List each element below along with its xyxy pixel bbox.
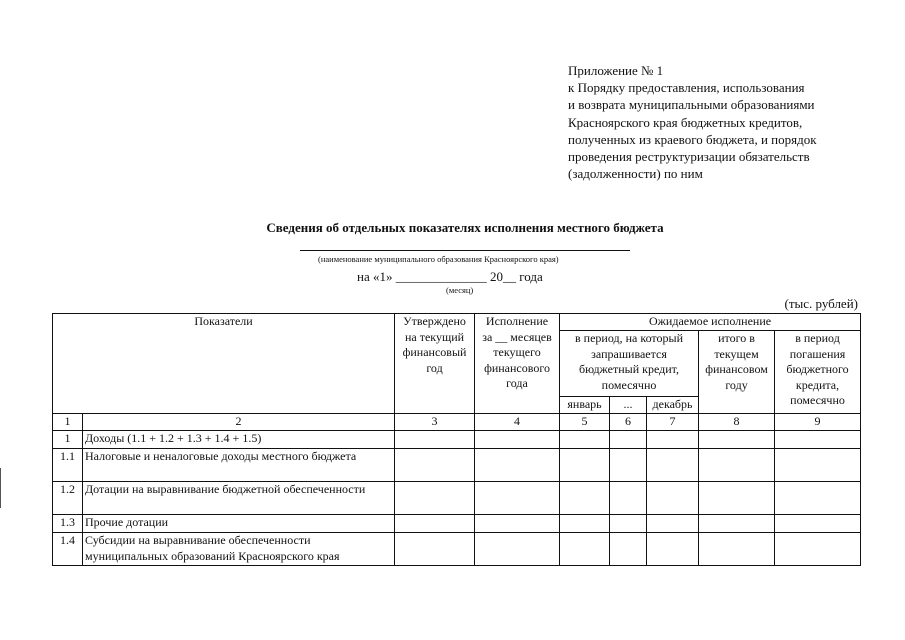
cell-december (647, 482, 699, 515)
header-expected: Ожидаемое исполнение (560, 314, 861, 331)
cell-approved (395, 533, 475, 566)
cell-approved (395, 449, 475, 482)
cell-december (647, 431, 699, 449)
cell-repayment (775, 482, 861, 515)
cell-approved (395, 482, 475, 515)
table-row (53, 515, 861, 533)
column-number: 9 (775, 414, 861, 431)
header-period: в период, на который запрашивается бюджетный кредит, помесячно (560, 331, 699, 397)
cell-repayment (775, 449, 861, 482)
appendix-line: проведения реструктуризации обязательств (568, 149, 810, 165)
row-label: Субсидии на выравнивание обеспеченности муниципальных образований Красноярского края (83, 533, 395, 566)
cell-total (699, 431, 775, 449)
table-row (53, 482, 861, 515)
column-number: 5 (560, 414, 610, 431)
appendix-line: к Порядку предоставления, использования (568, 80, 805, 96)
cell-january (560, 431, 610, 449)
cell-total (699, 449, 775, 482)
report-date-line (357, 269, 543, 285)
cell-january (560, 533, 610, 566)
units-label: (тыс. рублей) (784, 296, 858, 311)
row-number: 1.4 (53, 533, 83, 566)
table-row (53, 533, 861, 566)
header-indicators: Показатели (53, 314, 395, 414)
appendix-line: Приложение № 1 (568, 63, 664, 78)
cell-execution (475, 515, 560, 533)
cell-january (560, 515, 610, 533)
row-number: 1.2 (53, 482, 83, 515)
cell-ellipsis (610, 533, 647, 566)
column-number: 1 (53, 414, 83, 431)
column-number-row (53, 414, 861, 431)
date-year: 20__ года (489, 269, 543, 284)
cell-december (647, 449, 699, 482)
header-month-ellipsis: ... (610, 397, 647, 414)
cell-january (560, 449, 610, 482)
cell-ellipsis (610, 449, 647, 482)
header-execution: Исполнение за __ месяцев текущего финансового года (475, 314, 560, 414)
cell-total (699, 533, 775, 566)
header-total: итого в текущем финансовом году (699, 331, 775, 414)
appendix-line: Красноярского края бюджетных кредитов, (568, 114, 803, 130)
cell-repayment (775, 533, 861, 566)
row-label: Дотации на выравнивание бюджетной обеспеченности (83, 482, 395, 515)
cell-january (560, 482, 610, 515)
cell-execution (475, 431, 560, 449)
cell-execution (475, 533, 560, 566)
document-title: Сведения об отдельных показателях исполнения местного бюджета (266, 220, 664, 235)
row-label: Налоговые и неналоговые доходы местного бюджета (83, 449, 395, 482)
month-caption: (месяц) (446, 285, 474, 295)
cell-total (699, 515, 775, 533)
table-row (53, 449, 861, 482)
column-number: 8 (699, 414, 775, 431)
cell-approved (395, 515, 475, 533)
cell-execution (475, 482, 560, 515)
municipality-caption: (наименование муниципального образования Красноярского края) (318, 254, 559, 264)
header-month-december: декабрь (647, 397, 699, 414)
table-row (53, 431, 861, 449)
cell-ellipsis (610, 431, 647, 449)
municipality-name-line (300, 250, 630, 251)
date-prefix: на «1» (357, 269, 393, 284)
cell-december (647, 515, 699, 533)
cell-ellipsis (610, 482, 647, 515)
cell-repayment (775, 431, 861, 449)
row-label: Доходы (1.1 + 1.2 + 1.3 + 1.4 + 1.5) (83, 431, 395, 449)
row-label: Прочие дотации (83, 515, 395, 533)
row-number: 1.1 (53, 449, 83, 482)
cell-approved (395, 431, 475, 449)
appendix-line: и возврата муниципальными образованиями (568, 97, 815, 113)
cell-repayment (775, 515, 861, 533)
header-month-january: январь (560, 397, 610, 414)
cell-execution (475, 449, 560, 482)
header-repayment: в период погашения бюджетного кредита, помесячно (775, 331, 861, 414)
indicators-table (52, 313, 861, 566)
column-number: 4 (475, 414, 560, 431)
row-number: 1.3 (53, 515, 83, 533)
appendix-line: полученных из краевого бюджета, и порядок (568, 131, 817, 147)
column-number: 2 (83, 414, 395, 431)
column-number: 7 (647, 414, 699, 431)
cell-ellipsis (610, 515, 647, 533)
appendix-line: (задолженности) по ним (568, 166, 703, 182)
scan-margin-mark (0, 468, 1, 508)
row-number: 1 (53, 431, 83, 449)
cell-total (699, 482, 775, 515)
header-approved: Утверждено на текущий финансовый год (395, 314, 475, 414)
cell-december (647, 533, 699, 566)
month-blank: ______________ (395, 269, 487, 284)
column-number: 3 (395, 414, 475, 431)
column-number: 6 (610, 414, 647, 431)
appendix-block (568, 62, 868, 182)
